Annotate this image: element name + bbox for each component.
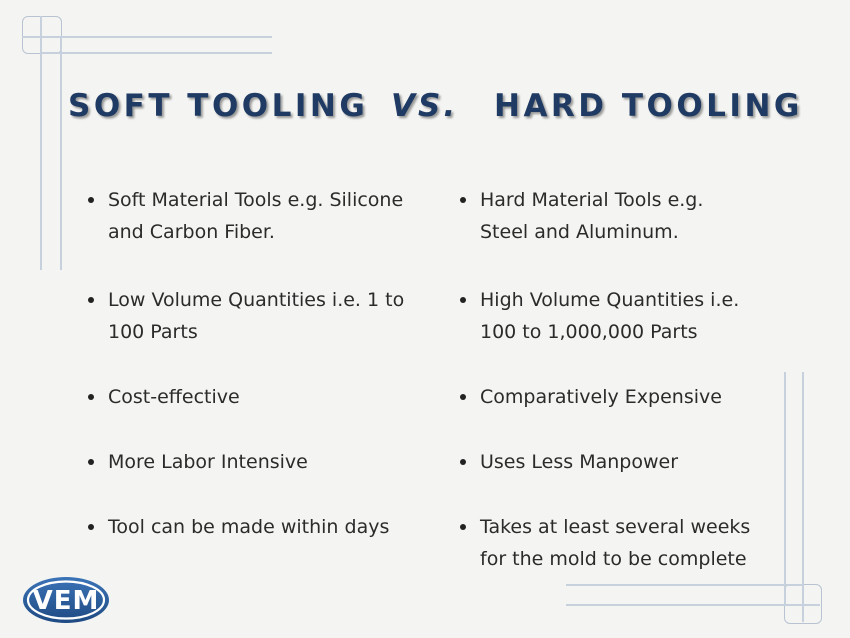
item-text: High Volume Quantities i.e. 100 to 1,000,000 Parts: [480, 289, 740, 343]
bullet-icon: [460, 459, 466, 465]
item-text: Hard Material Tools e.g. Steel and Aluminum.: [480, 189, 704, 243]
logo-text: VEM: [32, 586, 100, 616]
item-text: Cost-effective: [108, 386, 240, 408]
frame-line-left-2: [60, 36, 62, 270]
frame-line-bottom-2: [566, 604, 820, 606]
item-text: Comparatively Expensive: [480, 386, 722, 408]
bullet-icon: [88, 394, 94, 400]
soft-tooling-item: [88, 284, 438, 348]
soft-tooling-item: [88, 184, 438, 248]
bullet-icon: [88, 297, 94, 303]
soft-tooling-item: [88, 381, 438, 413]
bullet-icon: [460, 297, 466, 303]
frame-line-bottom: [566, 584, 802, 586]
bullet-icon: [460, 197, 466, 203]
frame-corner-top-left: [22, 16, 62, 54]
hard-tooling-item: [460, 284, 790, 348]
hard-tooling-item: [460, 511, 790, 575]
frame-line-top-2: [40, 52, 272, 54]
bullet-icon: [88, 459, 94, 465]
hard-tooling-item: [460, 184, 790, 248]
item-text: Soft Material Tools e.g. Silicone and Carbon Fiber.: [108, 189, 404, 243]
page-title: [0, 86, 850, 130]
title-soft-tooling: SOFT TOOLING: [68, 88, 369, 124]
item-text: Low Volume Quantities i.e. 1 to 100 Parts: [108, 289, 405, 343]
hard-tooling-item: [460, 381, 790, 413]
title-vs: VS.: [391, 88, 459, 124]
vem-logo: [22, 576, 110, 624]
bullet-icon: [88, 197, 94, 203]
soft-tooling-item: [88, 446, 438, 478]
soft-tooling-item: [88, 511, 438, 543]
hard-tooling-item: [460, 446, 790, 478]
bullet-icon: [88, 524, 94, 530]
frame-line-left: [40, 16, 42, 270]
bullet-icon: [460, 524, 466, 530]
item-text: More Labor Intensive: [108, 451, 308, 473]
item-text: Uses Less Manpower: [480, 451, 679, 473]
item-text: Takes at least several weeks for the mold to be complete: [480, 516, 751, 570]
frame-line-right-2: [802, 372, 804, 622]
bullet-icon: [460, 394, 466, 400]
item-text: Tool can be made within days: [108, 516, 390, 538]
title-hard-tooling: HARD TOOLING: [494, 88, 803, 124]
